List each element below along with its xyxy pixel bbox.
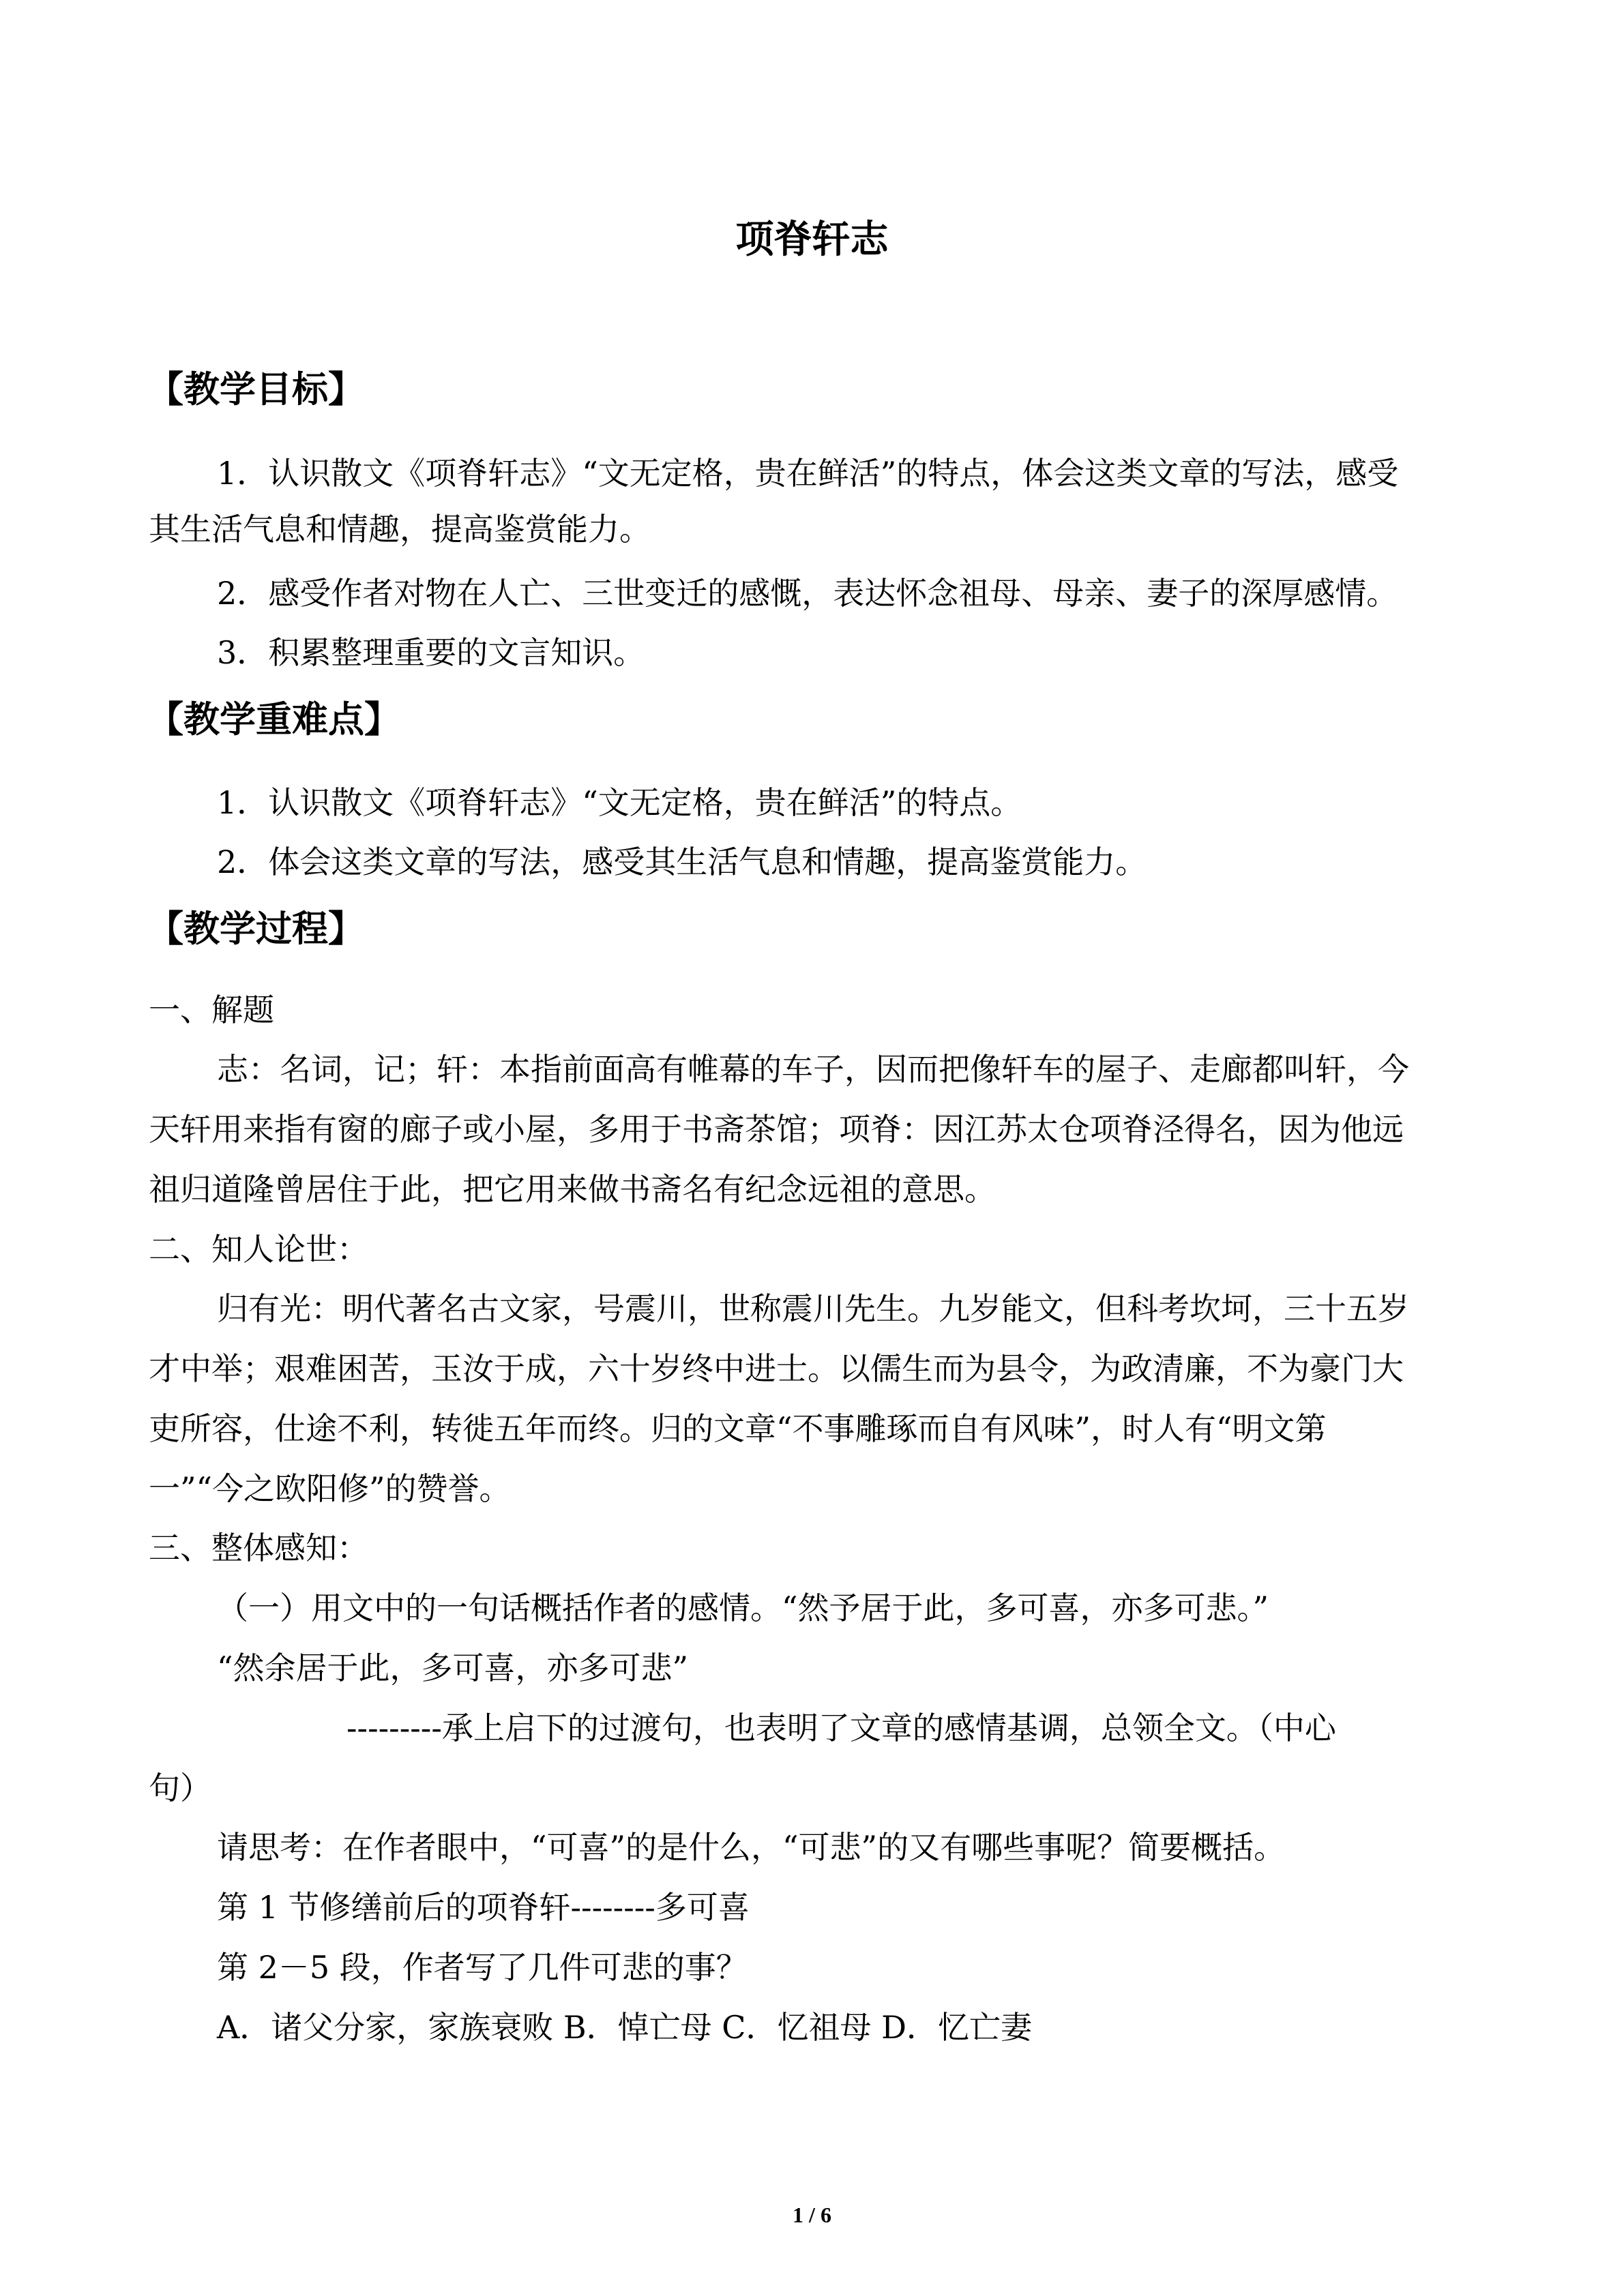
- goal-line: 其生活气息和情趣，提高鉴赏能力。: [149, 511, 651, 548]
- section-title: 二、知人论世：: [149, 1231, 368, 1268]
- paragraph-line: 归有光：明代著名古文家，号震川，世称震川先生。九岁能文，但科考坎坷，三十五岁: [217, 1290, 1409, 1327]
- key-point-line: 2．体会这类文章的写法，感受其生活气息和情趣，提高鉴赏能力。: [217, 844, 1147, 880]
- question-line: 第 2－5 段，作者写了几件可悲的事？: [217, 1949, 748, 1986]
- heading-key-points: 【教学重难点】: [147, 699, 400, 741]
- section-title: 一、解题: [149, 992, 274, 1028]
- goal-line: 3．积累整理重要的文言知识。: [217, 634, 645, 671]
- key-point-line: 1．认识散文《项脊轩志》“文无定格，贵在鲜活”的特点。: [217, 784, 1022, 821]
- paragraph-line: 第 1 节修缮前后的项脊轩--------多可喜: [217, 1889, 750, 1926]
- answer-options: A．诸父分家，家族衰败 B．悼亡母 C．忆祖母 D．忆亡妻: [217, 2009, 1032, 2046]
- paragraph-line: 一”“今之欧阳修”的赞誉。: [149, 1470, 511, 1507]
- question-line: 请思考：在作者眼中，“可喜”的是什么，“可悲”的又有哪些事呢？简要概括。: [217, 1829, 1286, 1866]
- section-title: 三、整体感知：: [149, 1530, 368, 1566]
- paragraph-line: 吏所容，仕途不利，转徙五年而终。归的文章“不事雕琢而自有风味”，时人有“明文第: [149, 1410, 1327, 1447]
- paragraph-line: 祖归道隆曾居住于此，把它用来做书斋名有纪念远祖的意思。: [149, 1171, 996, 1208]
- annotation-line: ---------承上启下的过渡句，也表明了文章的感情基调，总领全文。（中心: [346, 1710, 1336, 1746]
- paragraph-line: （一）用文中的一句话概括作者的感情。“然予居于此，多可喜，亦多可悲。”: [217, 1590, 1269, 1626]
- heading-teaching-process: 【教学过程】: [147, 908, 364, 950]
- paragraph-line: 志：名词，记；轩：本指前面高有帷幕的车子，因而把像轩车的屋子、走廊都叫轩，今: [217, 1051, 1409, 1088]
- goal-line: 2．感受作者对物在人亡、三世变迁的感慨，表达怀念祖母、母亲、妻子的深厚感情。: [217, 575, 1398, 612]
- paragraph-line: 才中举；艰难困苦，玉汝于成，六十岁终中进士。以儒生而为县令，为政清廉，不为豪门大: [149, 1350, 1404, 1387]
- annotation-line: 句）: [149, 1770, 211, 1806]
- page-title: 项脊轩志: [735, 218, 889, 262]
- goal-line: 1．认识散文《项脊轩志》“文无定格，贵在鲜活”的特点，体会这类文章的写法，感受: [217, 455, 1399, 492]
- quote-line: “然余居于此，多可喜，亦多可悲”: [217, 1650, 689, 1686]
- page-number: 1 / 6: [793, 2203, 831, 2227]
- paragraph-line: 天轩用来指有窗的廊子或小屋，多用于书斋茶馆；项脊：因江苏太仓项脊泾得名，因为他远: [149, 1111, 1404, 1148]
- heading-teaching-goals: 【教学目标】: [147, 369, 364, 411]
